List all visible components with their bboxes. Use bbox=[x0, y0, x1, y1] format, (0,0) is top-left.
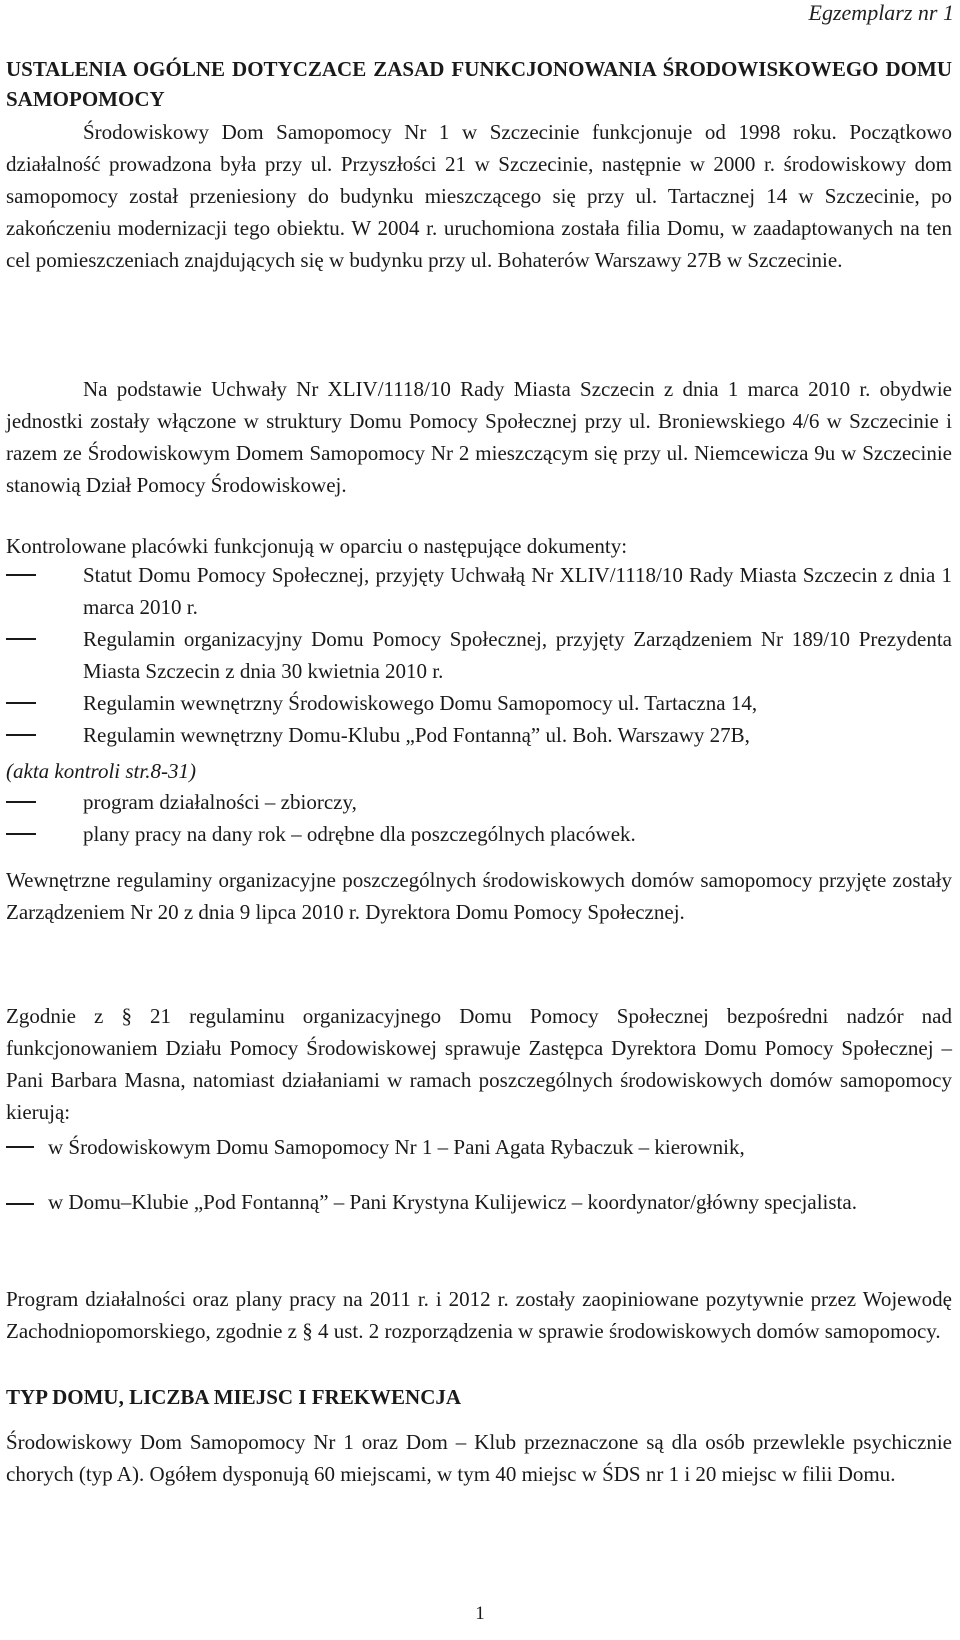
paragraph-capacity: Środowiskowy Dom Samopomocy Nr 1 oraz Dom – Klub przeznaczone są dla osób przewlekle psychicznie chorych (typ A). Ogółem dysponują 60 miejscami, w tym 40 miejsc w ŚDS nr 1 i 20 miejsc w filii Domu. bbox=[6, 1430, 952, 1486]
list-item: plany pracy na dany rok – odrębne dla poszczególnych placówek. bbox=[6, 818, 952, 850]
list-item: Regulamin wewnętrzny Domu-Klubu „Pod Fontanną” ul. Boh. Warszawy 27B, bbox=[6, 719, 952, 751]
dash-bullet bbox=[6, 638, 36, 640]
dash-bullet bbox=[6, 801, 36, 803]
list-item: Statut Domu Pomocy Społecznej, przyjęty Uchwałą Nr XLIV/1118/10 Rady Miasta Szczecin z dnia 1 marca 2010 r. bbox=[6, 559, 952, 623]
paragraph-program: Program działalności oraz plany pracy na 2011 r. i 2012 r. zostały zaopiniowane pozytywnie przez Wojewodę Zachodniopomorskiego, zgodnie z § 4 ust. 2 rozporządzenia w sprawie środowiskowych domów samopomocy. bbox=[6, 1287, 952, 1343]
documents-list-2 bbox=[6, 786, 952, 850]
list-item: program działalności – zbiorczy, bbox=[6, 786, 952, 818]
dash-bullet bbox=[6, 1146, 34, 1148]
records-note: (akta kontroli str.8-31) bbox=[6, 759, 196, 783]
dash-bullet bbox=[6, 574, 36, 576]
page-number: 1 bbox=[475, 1603, 485, 1624]
managers-list bbox=[6, 1131, 952, 1163]
dash-bullet bbox=[6, 734, 36, 736]
paragraph-supervision: Zgodnie z § 21 regulaminu organizacyjnego Domu Pomocy Społecznej bezpośredni nadzór nad funkcjonowaniem Działu Pomocy Środowiskowej sprawuje Zastępca Dyrektora Domu Pomocy Społecznej – Pani Barbara Masna, natomiast działaniami w ramach poszczególnych środowiskowych domów samopomocy kierują: bbox=[6, 1004, 952, 1124]
list-item: Regulamin wewnętrzny Środowiskowego Domu Samopomocy ul. Tartaczna 14, bbox=[6, 687, 952, 719]
copy-number-label: Egzemplarz nr 1 bbox=[808, 0, 954, 25]
managers-list-second: w Domu–Klubie „Pod Fontanną” – Pani Krystyna Kulijewicz – koordynator/główny specjalista. bbox=[6, 1186, 952, 1218]
documents-intro: Kontrolowane placówki funkcjonują w oparciu o następujące dokumenty: bbox=[6, 534, 628, 558]
section-heading-general: USTALENIA OGÓLNE DOTYCZACE ZASAD FUNKCJONOWANIA ŚRODOWISKOWEGO DOMU SAMOPOMOCY bbox=[6, 57, 952, 111]
dash-bullet bbox=[6, 833, 36, 835]
paragraph-regulations: Wewnętrzne regulaminy organizacyjne poszczególnych środowiskowych domów samopomocy przyjęte zostały Zarządzeniem Nr 20 z dnia 9 lipca 2010 r. Dyrektora Domu Pomocy Społecznej. bbox=[6, 868, 952, 924]
paragraph-resolution: Na podstawie Uchwały Nr XLIV/1118/10 Rady Miasta Szczecin z dnia 1 marca 2010 r. obydwie jednostki zostały włączone w struktury Domu Pomocy Społecznej przy ul. Broniewskiego 4/6 w Szczecinie i razem ze Środowiskowym Domem Samopomocy Nr 2 mieszczącym się przy ul. Niemcewicza 9u w Szczecinie stanowią Dział Pomocy Środowiskowej. bbox=[6, 377, 952, 497]
dash-bullet bbox=[6, 702, 36, 704]
list-item: Regulamin organizacyjny Domu Pomocy Społecznej, przyjęty Zarządzeniem Nr 189/10 Prezydenta Miasta Szczecin z dnia 30 kwietnia 2010 r. bbox=[6, 623, 952, 687]
list-item: w Środowiskowym Domu Samopomocy Nr 1 – Pani Agata Rybaczuk – kierownik, bbox=[6, 1131, 952, 1163]
documents-list bbox=[6, 559, 952, 751]
section-heading-type: TYP DOMU, LICZBA MIEJSC I FREKWENCJA bbox=[6, 1385, 462, 1409]
paragraph-history: Środowiskowy Dom Samopomocy Nr 1 w Szczecinie funkcjonuje od 1998 roku. Początkowo działalność prowadzona była przy ul. Przyszłości 21 w Szczecinie, następnie w 2000 r. środowiskowy dom samopomocy został przeniesiony do budynku mieszczącego się przy ul. Tartacznej 14 w Szczecinie, po zakończeniu modernizacji tego obiektu. W 2004 r. uruchomiona została filia Domu, w zaadaptowanych na ten cel pomieszczeniach znajdujących się w budynku przy ul. Bohaterów Warszawy 27B w Szczecinie. bbox=[6, 120, 952, 272]
dash-bullet bbox=[6, 1203, 34, 1205]
